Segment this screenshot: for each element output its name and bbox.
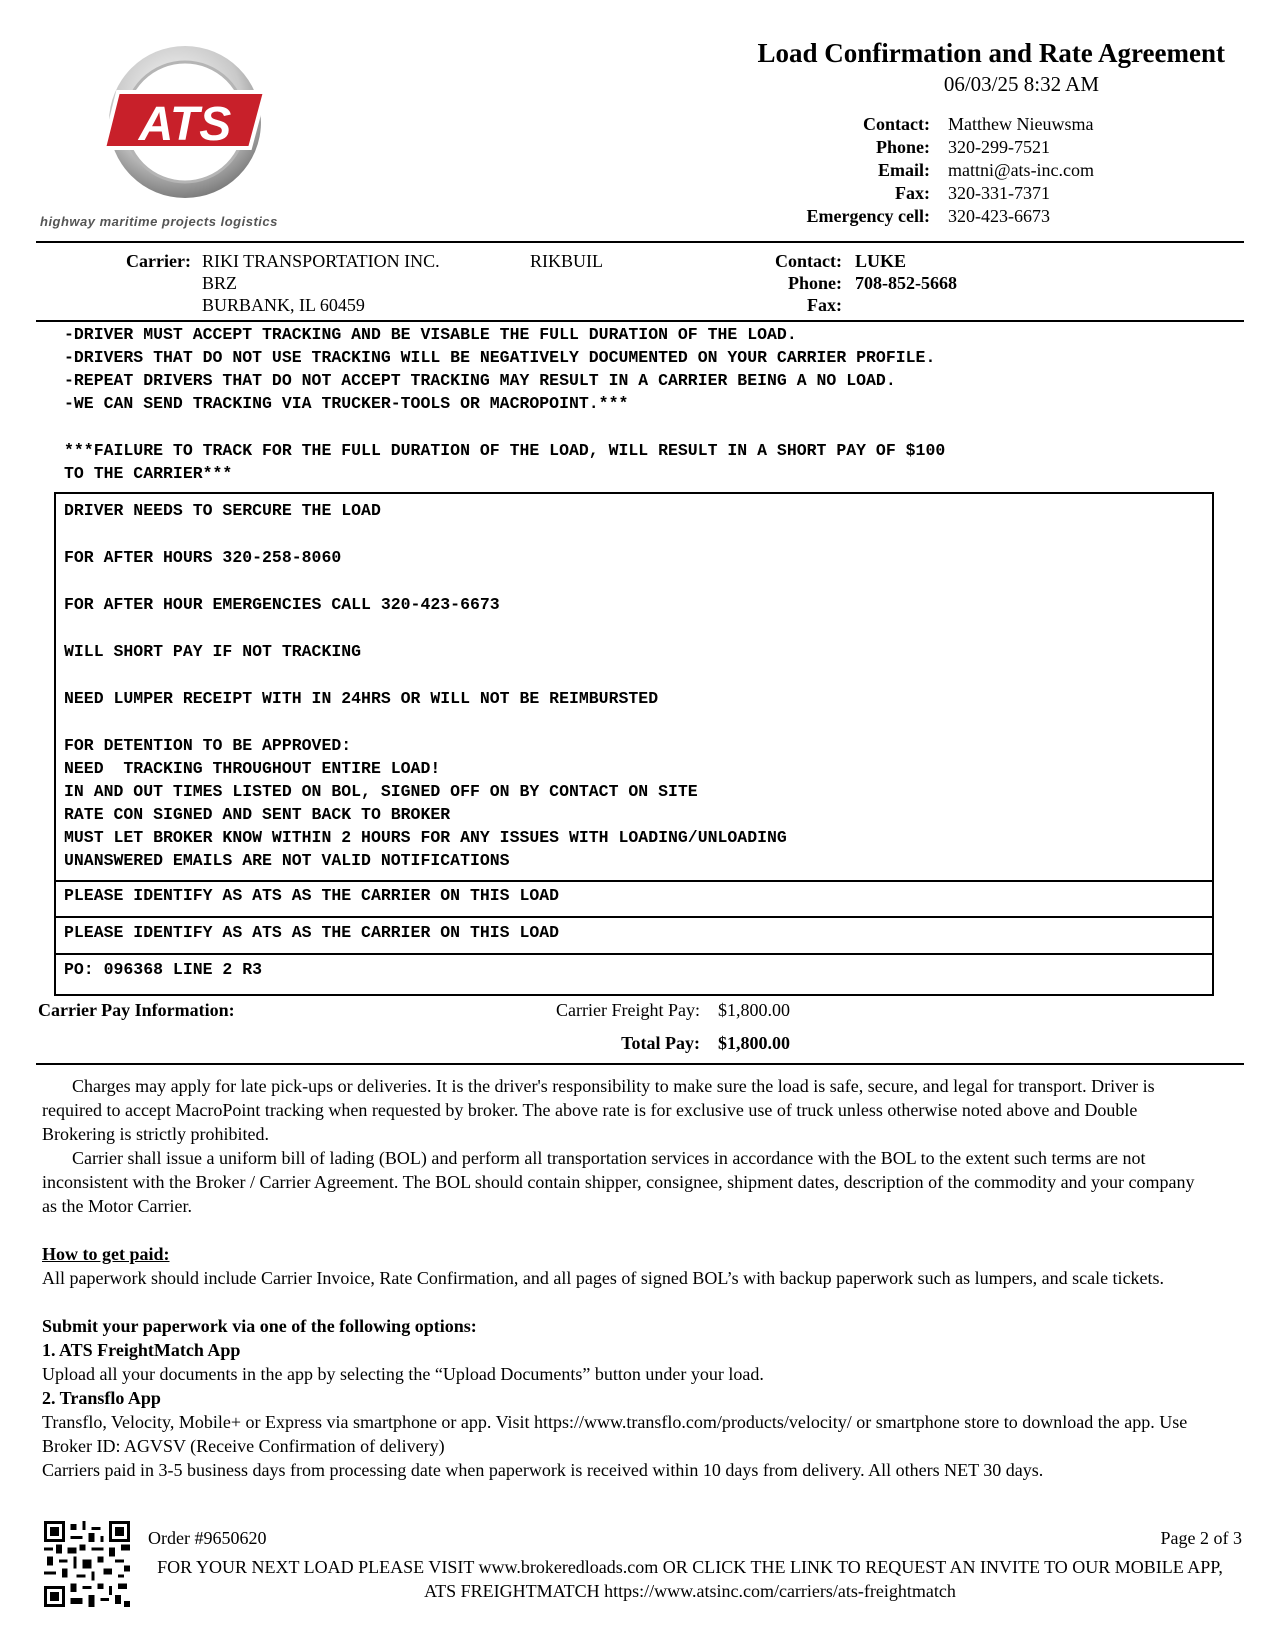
carrier-label: Carrier: [126, 251, 191, 271]
footer-message[interactable]: FOR YOUR NEXT LOAD PLEASE VISIT www.brokeredloads.com OR CLICK THE LINK TO REQUEST AN INVITE TO OUR MOBILE APP, ATS FREIGHTMATCH https://www.atsinc.com/carriers/ats-freightmatch [157, 1557, 1223, 1601]
box-divider [56, 953, 1212, 955]
email-label: Email: [878, 160, 930, 180]
contact-label: Contact: [863, 114, 930, 134]
email-value[interactable]: mattni@ats-inc.com [948, 160, 1095, 180]
instruction-line: WILL SHORT PAY IF NOT TRACKING [64, 642, 362, 661]
fax-label: Fax: [895, 183, 930, 203]
freight-pay-value: $1,800.00 [718, 1000, 790, 1020]
emergency-label: Emergency cell: [806, 206, 930, 226]
instruction-line: MUST LET BROKER KNOW WITHIN 2 HOURS FOR ANY ISSUES WITH LOADING/UNLOADING [64, 828, 787, 847]
tracking-warning: TO THE CARRIER*** [64, 464, 233, 483]
phone-label: Phone: [876, 137, 930, 157]
ats-logo [100, 40, 275, 200]
paperwork-intro: All paperwork should include Carrier Invoice, Rate Confirmation, and all pages of signed BOL’s with backup paperwork such as lumpers, and scale tickets. [42, 1268, 1165, 1288]
instruction-line: IN AND OUT TIMES LISTED ON BOL, SIGNED OFF ON BY CONTACT ON SITE [64, 782, 698, 801]
instruction-line: RATE CON SIGNED AND SENT BACK TO BROKER [64, 805, 451, 824]
carrier-contact-value: LUKE [855, 251, 907, 271]
tracking-warning: ***FAILURE TO TRACK FOR THE FULL DURATION OF THE LOAD, WILL RESULT IN A SHORT PAY OF $100 [64, 441, 946, 460]
tracking-note: -DRIVERS THAT DO NOT USE TRACKING WILL BE NEGATIVELY DOCUMENTED ON YOUR CARRIER PROFILE. [64, 348, 936, 367]
option-2-title: 2. Transflo App [42, 1388, 161, 1408]
pay-divider [36, 1063, 1244, 1065]
box-divider [56, 880, 1212, 882]
total-pay-value: $1,800.00 [718, 1033, 790, 1053]
carrier-code: RIKBUIL [530, 251, 603, 271]
fax-value: 320-331-7371 [948, 183, 1050, 203]
instruction-line: FOR AFTER HOURS 320-258-8060 [64, 548, 342, 567]
instruction-line: NEED LUMPER RECEIPT WITH IN 24HRS OR WILL NOT BE REIMBURSTED [64, 689, 659, 708]
carrier-phone-value: 708-852-5668 [855, 273, 957, 293]
carrier-address-line: BRZ [202, 273, 238, 293]
freight-pay-label: Carrier Freight Pay: [556, 1000, 700, 1020]
contact-value: Matthew Nieuwsma [948, 114, 1094, 134]
instruction-line: FOR DETENTION TO BE APPROVED: [64, 736, 352, 755]
submit-heading: Submit your paperwork via one of the following options: [42, 1316, 477, 1336]
document-date: 06/03/25 8:32 AM [943, 72, 1099, 96]
po-number: PO: 096368 LINE 2 R3 [64, 960, 263, 979]
page-title: Load Confirmation and Rate Agreement [757, 38, 1225, 68]
carrier-city: BURBANK, IL 60459 [202, 295, 365, 315]
logo-text: ATS [138, 98, 232, 151]
phone-value: 320-299-7521 [948, 137, 1050, 157]
total-pay-label: Total Pay: [621, 1033, 700, 1053]
qr-code-icon[interactable] [44, 1521, 130, 1607]
carrier-divider [36, 320, 1244, 322]
identify-note: PLEASE IDENTIFY AS ATS AS THE CARRIER ON THIS LOAD [64, 923, 560, 942]
identify-note: PLEASE IDENTIFY AS ATS AS THE CARRIER ON THIS LOAD [64, 886, 560, 905]
carrier-name: RIKI TRANSPORTATION INC. [202, 251, 440, 271]
how-to-get-paid-heading: How to get paid: [42, 1244, 170, 1264]
box-divider [56, 916, 1212, 918]
carrier-phone-label: Phone: [788, 273, 842, 293]
terms-paragraph: Carrier shall issue a uniform bill of lading (BOL) and perform all transportation services in accordance with the BOL to the extent such terms are not inconsistent with the Broker / Carrier Agreement. The BOL should contain shipper, consignee, shipment dates, description of the commodity and your company as the Motor Carrier. [42, 1148, 1195, 1216]
company-tagline: highway maritime projects logistics [40, 214, 278, 229]
payment-timing: Carriers paid in 3-5 business days from processing date when paperwork is received within 10 days from delivery. All others NET 30 days. [42, 1460, 1044, 1480]
carrier-contact-label: Contact: [775, 251, 842, 271]
page-number: Page 2 of 3 [1160, 1528, 1242, 1548]
instruction-line: UNANSWERED EMAILS ARE NOT VALID NOTIFICATIONS [64, 851, 510, 870]
option-1-text: Upload all your documents in the app by selecting the “Upload Documents” button under your load. [42, 1364, 764, 1384]
instruction-line: FOR AFTER HOUR EMERGENCIES CALL 320-423-6673 [64, 595, 500, 614]
header-divider [36, 241, 1244, 243]
tracking-note: -DRIVER MUST ACCEPT TRACKING AND BE VISABLE THE FULL DURATION OF THE LOAD. [64, 325, 797, 344]
terms-paragraph: Charges may apply for late pick-ups or deliveries. It is the driver's responsibility to make sure the load is safe, secure, and legal for transport. Driver is required to accept MacroPoint tracking when requested by broker. The above rate is for exclusive use of truck unless otherwise noted above and Double Brokering is strictly prohibited. [42, 1076, 1155, 1144]
emergency-value: 320-423-6673 [948, 206, 1050, 226]
instruction-line: DRIVER NEEDS TO SERCURE THE LOAD [64, 501, 381, 520]
tracking-note: -REPEAT DRIVERS THAT DO NOT ACCEPT TRACKING MAY RESULT IN A CARRIER BEING A NO LOAD. [64, 371, 896, 390]
order-number: Order #9650620 [148, 1528, 267, 1548]
option-1-title: 1. ATS FreightMatch App [42, 1340, 241, 1360]
instructions-box [54, 492, 1214, 996]
carrier-fax-label: Fax: [807, 295, 842, 315]
pay-info-label: Carrier Pay Information: [38, 1000, 235, 1020]
instruction-line: NEED TRACKING THROUGHOUT ENTIRE LOAD! [64, 759, 441, 778]
tracking-note: -WE CAN SEND TRACKING VIA TRUCKER-TOOLS OR MACROPOINT.*** [64, 394, 629, 413]
option-2-text: Transflo, Velocity, Mobile+ or Express via smartphone or app. Visit https://www.transflo.com/products/velocity/ or smartphone store to download the app. Use Broker ID: AGVSV (Receive Confirmation of delivery) [42, 1412, 1188, 1456]
